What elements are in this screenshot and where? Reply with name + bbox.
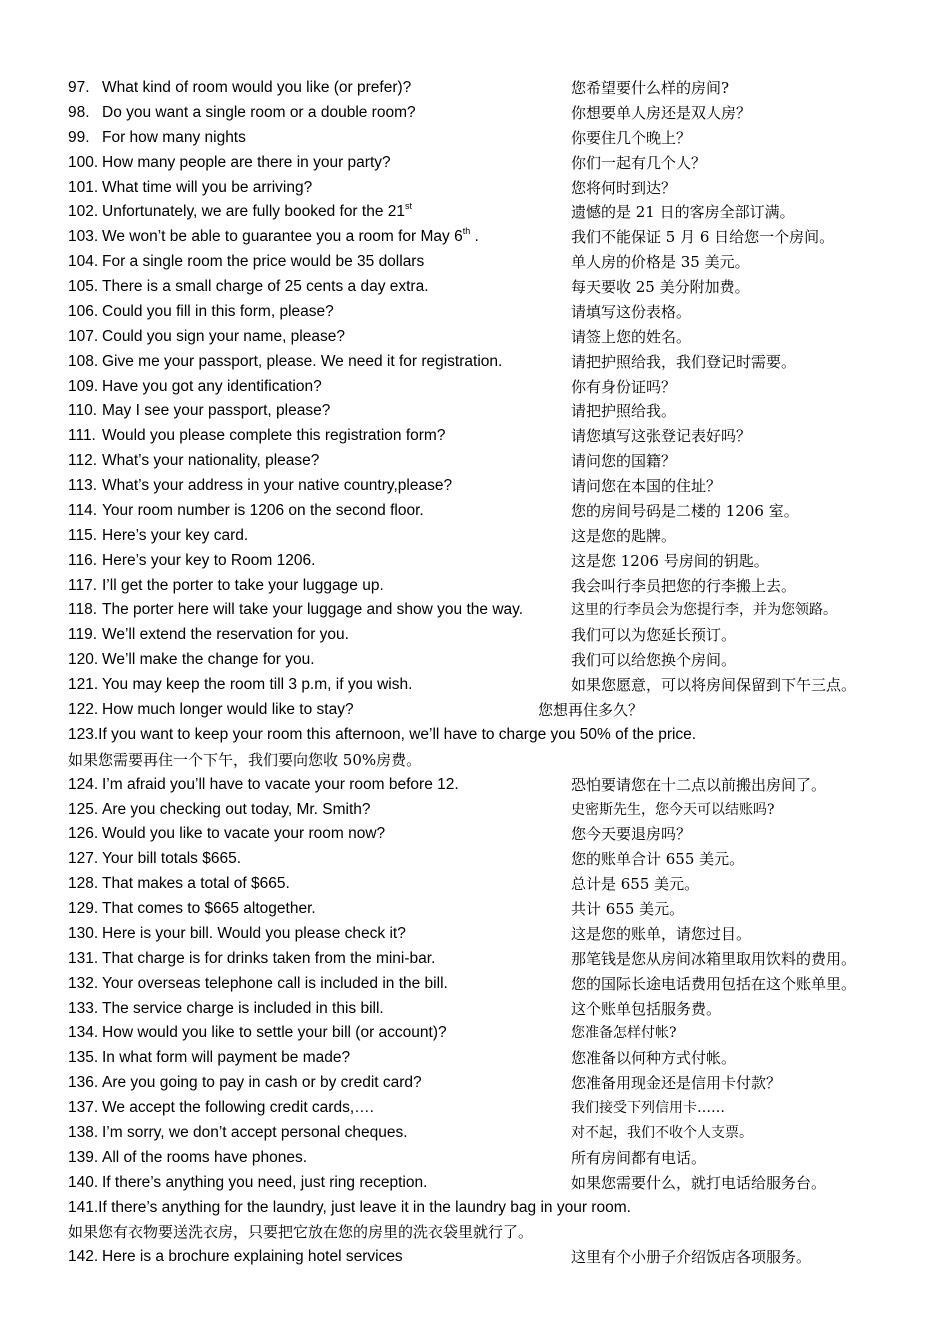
english-sentence-full: 141.If there’s anything for the laundry, just leave it in the laundry bag in your room. — [68, 1198, 631, 1216]
chinese-translation: 我们不能保证 5 月 6 日给您一个房间。 — [571, 228, 835, 247]
english-sentence — [102, 250, 424, 274]
phrase-row — [0, 549, 950, 573]
chinese-translation: 恐怕要请您在十二点以前搬出房间了。 — [571, 775, 827, 794]
phrase-row — [0, 325, 950, 349]
phrase-row — [0, 1245, 950, 1269]
phrase-number: 134. — [68, 1024, 99, 1042]
english-sentence-full: 123.If you want to keep your room this afternoon, we’ll have to charge you 50% of the price. — [68, 725, 697, 743]
phrase-number: 121. — [68, 676, 99, 694]
phrase-row — [0, 698, 950, 722]
phrase-number: 117. — [68, 576, 98, 594]
phrase-number: 128. — [68, 875, 99, 893]
chinese-translation: 这是您 1206 号房间的钥匙。 — [571, 551, 769, 570]
english-sentence — [102, 76, 411, 100]
english-sentence — [102, 1245, 403, 1269]
chinese-translation: 请签上您的姓名。 — [571, 327, 692, 346]
phrase-row — [0, 225, 950, 249]
english-text: The porter here will take your luggage and show you the way. — [102, 601, 524, 619]
phrase-row — [0, 897, 950, 921]
phrase-row — [0, 574, 950, 598]
english-sentence — [102, 773, 459, 797]
phrase-number: 129. — [68, 900, 99, 918]
chinese-translation: 您准备怎样付帐? — [571, 1025, 677, 1042]
chinese-translation: 你们一起有几个人？ — [571, 153, 707, 172]
phrase-row — [0, 1046, 950, 1070]
english-text: I’m sorry, we don’t accept personal cheques. — [102, 1123, 408, 1141]
phrase-row — [0, 524, 950, 548]
english-text: Have you got any identification? — [102, 377, 322, 395]
phrase-row — [0, 350, 950, 374]
english-text: For how many nights — [102, 128, 246, 146]
phrase-number: 115. — [68, 526, 98, 544]
english-sentence — [102, 872, 290, 896]
english-text: May I see your passport, please? — [102, 402, 331, 420]
english-sentence — [102, 997, 384, 1021]
phrase-row — [0, 399, 950, 423]
phrase-row — [0, 1146, 950, 1170]
chinese-translation: 请问您的国籍？ — [571, 452, 677, 471]
english-sentence — [102, 1021, 447, 1045]
phrase-number: 111. — [68, 427, 96, 445]
chinese-translation: 所有房间都有电话。 — [571, 1148, 707, 1167]
phrase-number: 108. — [68, 352, 99, 370]
english-sentence — [102, 549, 315, 573]
phrase-row — [0, 151, 950, 175]
phrase-row — [0, 76, 950, 100]
phrase-number: 113. — [68, 477, 98, 495]
phrase-number: 137. — [68, 1099, 99, 1117]
phrase-number: 139. — [68, 1148, 99, 1166]
english-sentence — [102, 151, 391, 175]
chinese-translation: 您准备以何种方式付帐。 — [571, 1049, 737, 1068]
chinese-translation-wrapped: 如果您有衣物要送洗衣房，只要把它放在您的房里的洗衣袋里就行了。 — [68, 1223, 534, 1242]
phrase-row — [0, 773, 950, 797]
chinese-translation: 我会叫行李员把您的行李搬上去。 — [571, 576, 797, 595]
chinese-translation: 您的账单合计 655 美元。 — [571, 850, 745, 869]
phrase-row — [0, 1171, 950, 1195]
english-sentence — [102, 574, 384, 598]
english-text: Are you going to pay in cash or by credit card? — [102, 1074, 422, 1092]
phrase-number: 100. — [68, 153, 99, 171]
phrase-number: 107. — [68, 327, 99, 345]
phrase-number: 116. — [68, 551, 98, 569]
english-sentence — [102, 1096, 374, 1120]
chinese-translation: 这个账单包括服务费。 — [571, 999, 722, 1018]
english-text: We’ll extend the reservation for you. — [102, 626, 349, 644]
phrase-number: 124. — [68, 775, 99, 793]
english-sentence — [102, 499, 424, 523]
chinese-translation: 您今天要退房吗？ — [571, 825, 692, 844]
chinese-translation: 请把护照给我。 — [571, 402, 677, 421]
english-sentence — [102, 1171, 427, 1195]
phrase-number: 99. — [68, 128, 90, 146]
ordinal-suffix: th — [462, 226, 471, 237]
english-text: Unfortunately, we are fully booked for the 21 — [102, 203, 405, 221]
english-text: That makes a total of $665. — [102, 875, 290, 893]
phrase-row — [0, 922, 950, 946]
english-text: If there’s anything you need, just ring reception. — [102, 1173, 428, 1191]
english-text: In what form will payment be made? — [102, 1049, 351, 1067]
english-text: Are you checking out today, Mr. Smith? — [102, 800, 371, 818]
chinese-translation-wrapped: 如果您需要再住一个下午，我们要向您收 50%房费。 — [68, 750, 422, 769]
chinese-translation: 那笔钱是您从房间冰箱里取用饮料的费用。 — [571, 949, 857, 968]
english-text: For a single room the price would be 35 dollars — [102, 253, 425, 271]
english-sentence — [102, 847, 241, 871]
phrase-row — [0, 972, 950, 996]
phrase-row — [0, 1021, 950, 1045]
english-sentence — [102, 897, 316, 921]
english-text: What time will you be arriving? — [102, 178, 313, 196]
english-text-tail: . — [470, 228, 479, 246]
chinese-translation: 您希望要什么样的房间? — [571, 79, 730, 97]
english-text: Could you fill in this form, please? — [102, 302, 334, 320]
phrase-number: 136. — [68, 1074, 99, 1092]
english-sentence — [102, 1121, 408, 1145]
phrase-number: 103. — [68, 228, 99, 246]
english-sentence — [102, 648, 315, 672]
english-sentence — [102, 1146, 307, 1170]
english-text: Would you please complete this registration form? — [102, 427, 446, 445]
phrase-number: 97. — [68, 79, 90, 96]
phrase-row — [0, 499, 950, 523]
chinese-translation: 我们可以为您延长预订。 — [571, 626, 737, 645]
chinese-translation: 史密斯先生，您今天可以结账吗? — [571, 801, 775, 818]
english-text: How many people are there in your party? — [102, 153, 391, 171]
phrase-row — [0, 200, 950, 224]
phrase-number: 102. — [68, 203, 99, 221]
phrase-number: 127. — [68, 850, 99, 868]
phrase-row — [0, 997, 950, 1021]
phrase-row — [0, 798, 950, 822]
english-text: We won’t be able to guarantee you a room for May 6 — [102, 228, 463, 246]
phrase-row — [0, 250, 950, 274]
phrase-number: 109. — [68, 377, 99, 395]
chinese-translation: 对不起，我们不收个人支票。 — [571, 1124, 753, 1141]
phrase-number: 114. — [68, 501, 98, 519]
phrase-number: 105. — [68, 278, 99, 296]
phrase-number: 131. — [68, 949, 99, 967]
ordinal-suffix: st — [405, 201, 413, 212]
phrase-number: 133. — [68, 999, 99, 1017]
phrase-row — [0, 723, 950, 747]
english-sentence — [102, 126, 246, 150]
chinese-translation: 您的房间号码是二楼的 1206 室。 — [571, 501, 799, 520]
english-sentence — [102, 1046, 350, 1070]
phrase-number: 119. — [68, 626, 98, 644]
english-text: Your overseas telephone call is included in the bill. — [102, 974, 448, 992]
english-text: There is a small charge of 25 cents a day extra. — [102, 278, 429, 296]
phrase-number: 138. — [68, 1123, 99, 1141]
english-sentence — [102, 176, 312, 200]
english-sentence — [102, 698, 354, 722]
english-text: I’m afraid you’ll have to vacate your room before 12. — [102, 775, 459, 793]
chinese-translation: 您想再住多久？ — [538, 701, 644, 719]
english-sentence — [102, 524, 248, 548]
phrase-number: 118. — [68, 601, 98, 619]
english-text: Here is your bill. Would you please check it? — [102, 924, 406, 942]
phrase-row — [0, 1096, 950, 1120]
chinese-translation: 请把护照给我，我们登记时需要。 — [571, 352, 797, 371]
english-sentence — [102, 798, 371, 822]
english-text: You may keep the room till 3 p.m, if you wish. — [102, 676, 413, 694]
phrase-row — [0, 748, 950, 772]
phrase-number: 126. — [68, 825, 99, 843]
phrase-row — [0, 126, 950, 150]
english-sentence — [102, 623, 349, 647]
english-sentence — [102, 225, 479, 249]
chinese-translation: 请填写这份表格。 — [571, 302, 692, 321]
phrase-row — [0, 275, 950, 299]
chinese-translation: 您准备用现金还是信用卡付款？ — [571, 1074, 782, 1093]
chinese-translation: 每天要收 25 美分附加费。 — [571, 278, 750, 297]
chinese-translation: 单人房的价格是 35 美元。 — [571, 253, 750, 272]
english-text: Could you sign your name, please? — [102, 327, 345, 345]
chinese-translation: 这里的行李员会为您提行李，并为您领路。 — [571, 602, 837, 619]
chinese-translation: 这是您的匙牌。 — [571, 526, 677, 545]
phrase-number: 125. — [68, 800, 99, 818]
english-sentence — [102, 375, 322, 399]
phrase-row — [0, 449, 950, 473]
english-text: How much longer would like to stay? — [102, 701, 354, 718]
chinese-translation: 您的国际长途电话费用包括在这个账单里。 — [571, 974, 857, 993]
english-sentence — [102, 673, 412, 697]
chinese-translation: 如果您需要什么，就打电话给服务台。 — [571, 1173, 827, 1192]
english-text: What’s your address in your native country,please? — [102, 477, 453, 495]
english-sentence — [102, 275, 429, 299]
english-sentence — [102, 972, 448, 996]
english-sentence — [102, 1071, 422, 1095]
phrase-row — [0, 1071, 950, 1095]
chinese-translation: 你有身份证吗？ — [571, 377, 677, 396]
phrase-row — [0, 101, 950, 125]
english-text: Your bill totals $665. — [102, 850, 242, 868]
english-text: What’s your nationality, please? — [102, 452, 320, 470]
english-text: Do you want a single room or a double room? — [102, 103, 416, 121]
phrase-number: 104. — [68, 253, 99, 271]
english-text: The service charge is included in this bill. — [102, 999, 384, 1017]
chinese-translation: 如果您愿意，可以将房间保留到下午三点。 — [571, 676, 857, 695]
english-sentence — [102, 822, 385, 846]
phrase-row — [0, 474, 950, 498]
english-sentence — [102, 325, 345, 349]
english-sentence — [102, 474, 452, 498]
phrase-number: 122. — [68, 701, 99, 718]
phrase-row — [0, 1196, 950, 1220]
chinese-translation: 遗憾的是 21 日的客房全部订满。 — [571, 203, 795, 222]
phrase-number: 142. — [68, 1248, 99, 1266]
english-sentence — [102, 449, 319, 473]
phrase-row — [0, 822, 950, 846]
phrase-row — [0, 375, 950, 399]
phrase-row — [0, 947, 950, 971]
phrase-number: 101. — [68, 178, 99, 196]
english-text: We’ll make the change for you. — [102, 651, 315, 669]
english-sentence — [102, 598, 523, 622]
phrase-number: 130. — [68, 924, 99, 942]
chinese-translation: 这是您的账单，请您过目。 — [571, 924, 752, 943]
english-sentence — [102, 300, 334, 324]
phrase-number: 110. — [68, 402, 98, 420]
english-sentence — [102, 947, 435, 971]
english-text: How would you like to settle your bill (or account)? — [102, 1024, 447, 1042]
english-text: Here’s your key card. — [102, 526, 249, 544]
english-text: Here’s your key to Room 1206. — [102, 551, 316, 569]
phrase-number: 132. — [68, 974, 99, 992]
phrase-row — [0, 648, 950, 672]
chinese-translation: 我们可以给您换个房间。 — [571, 651, 737, 670]
phrase-number: 140. — [68, 1173, 99, 1191]
english-text: Here is a brochure explaining hotel services — [102, 1248, 403, 1266]
chinese-translation: 共计 655 美元。 — [571, 900, 685, 919]
phrase-number: 120. — [68, 651, 99, 669]
english-text: Would you like to vacate your room now? — [102, 825, 386, 843]
chinese-translation: 你要住几个晚上？ — [571, 128, 692, 147]
english-sentence — [102, 399, 330, 423]
chinese-translation: 你想要单人房还是双人房？ — [571, 103, 752, 122]
chinese-translation: 您将何时到达？ — [571, 178, 677, 197]
phrase-row — [0, 1121, 950, 1145]
english-text: What kind of room would you like (or prefer)? — [102, 79, 412, 96]
english-sentence — [102, 200, 412, 224]
phrase-number: 135. — [68, 1049, 99, 1067]
phrase-row — [0, 598, 950, 622]
phrase-row — [0, 300, 950, 324]
phrase-row — [0, 424, 950, 448]
english-sentence — [102, 101, 416, 125]
phrase-number: 112. — [68, 452, 98, 470]
english-text: That charge is for drinks taken from the mini-bar. — [102, 949, 436, 967]
english-text: Your room number is 1206 on the second floor. — [102, 501, 424, 519]
phrase-row — [0, 673, 950, 697]
english-sentence — [102, 922, 406, 946]
english-text: We accept the following credit cards,…. — [102, 1099, 374, 1117]
english-text: That comes to $665 altogether. — [102, 900, 316, 918]
english-text: All of the rooms have phones. — [102, 1148, 308, 1166]
chinese-translation: 总计是 655 美元。 — [571, 875, 700, 894]
phrase-row — [0, 847, 950, 871]
chinese-translation: 我们接受下列信用卡…… — [571, 1100, 725, 1117]
chinese-translation: 请问您在本国的住址？ — [571, 477, 722, 496]
phrase-row — [0, 623, 950, 647]
phrase-row — [0, 1220, 950, 1244]
english-sentence — [102, 424, 445, 448]
phrase-row — [0, 176, 950, 200]
english-text: I’ll get the porter to take your luggage up. — [102, 576, 384, 594]
chinese-translation: 请您填写这张登记表好吗？ — [571, 427, 752, 446]
phrase-number: 106. — [68, 302, 99, 320]
english-sentence — [102, 350, 502, 374]
chinese-translation: 这里有个小册子介绍饭店各项服务。 — [571, 1248, 812, 1267]
english-text: Give me your passport, please. We need it for registration. — [102, 352, 503, 370]
phrase-row — [0, 872, 950, 896]
phrase-number: 98. — [68, 103, 90, 121]
